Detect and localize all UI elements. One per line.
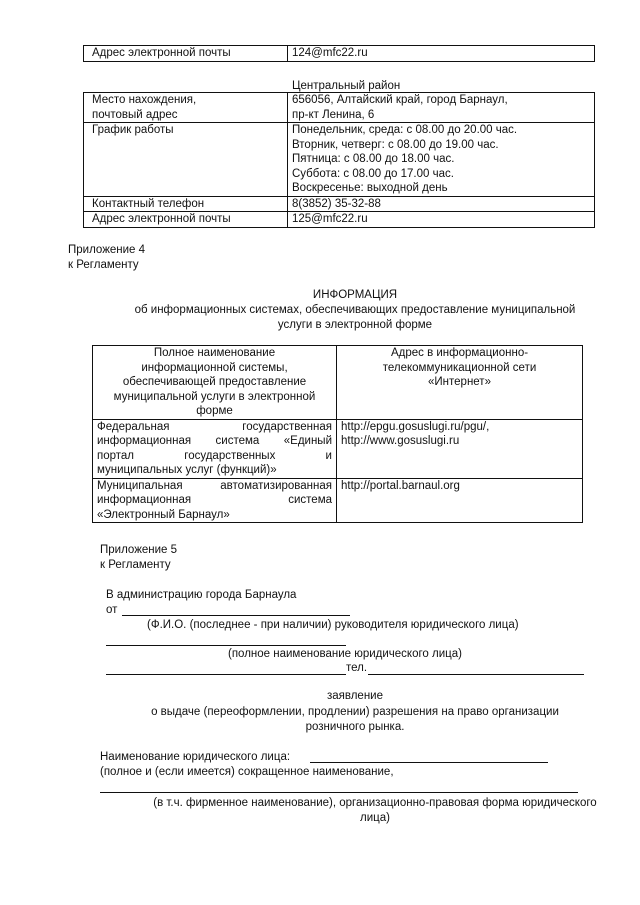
legal-name-label: Наименование юридического лица: — [100, 751, 291, 763]
legal-name-note: (полное и (если имеется) сокращенное наименование, — [100, 766, 394, 778]
email-value: 124@mfc22.ru — [288, 46, 595, 62]
system-address[interactable]: http://epgu.gosuslugi.ru/pgu/, http://www.gosuslugi.ru — [337, 419, 583, 478]
statement-title: заявление — [326, 690, 384, 702]
tel-field[interactable] — [368, 674, 584, 675]
col-header-address: Адрес в информационно- телекоммуникационной сети «Интернет» — [337, 346, 583, 420]
location-label: Место нахождения, почтовый адрес — [84, 93, 288, 123]
system-name: Муниципальная автоматизированная информационная система «Электронный Барнаул» — [93, 478, 337, 523]
table-row — [93, 478, 583, 523]
phone-value: 8(3852) 35-32-88 — [288, 196, 595, 212]
org-caption: (полное наименование юридического лица) — [228, 648, 462, 660]
legal-name-field-2[interactable] — [100, 792, 578, 793]
info-systems-table — [92, 345, 583, 523]
email-label: Адрес электронной почты — [84, 46, 288, 62]
central-district-title: Центральный район — [292, 80, 401, 92]
phone-label: Контактный телефон — [84, 196, 288, 212]
top-email-table — [83, 45, 595, 62]
schedule-value: Понедельник, среда: с 08.00 до 20.00 час. Вторник, четверг: с 08.00 до 19.00 час. Пятница: с 08.00 до 18.00 час. Суббота: с 08.00 до 17.00 час. Воскресенье: выходной день — [288, 123, 595, 197]
system-name: Федеральная государственная информационная система «Единый портал государственных и муниципальных услуг (функций)» — [93, 419, 337, 478]
org-field-line2[interactable] — [106, 674, 346, 675]
legal-name-field[interactable] — [310, 762, 548, 763]
addressee: В администрацию города Барнаула — [106, 589, 297, 601]
location-value: 656056, Алтайский край, город Барнаул, пр-кт Ленина, 6 — [288, 93, 595, 123]
schedule-label: График работы — [84, 123, 288, 197]
appendix4-label: Приложение 4 к Регламенту — [68, 244, 146, 271]
statement-subject: о выдаче (переоформлении, продлении) разрешения на право организации розничного рынка. — [151, 706, 559, 733]
fio-field[interactable] — [122, 615, 350, 616]
appendix5-label: Приложение 5 к Регламенту — [100, 544, 178, 571]
central-district-table — [83, 92, 595, 228]
system-address[interactable]: http://portal.barnaul.org — [337, 478, 583, 523]
col-header-name: Полное наименование информационной системы, обеспечивающей предоставление муниципальной услуги в электронной форме — [93, 346, 337, 420]
email-value: 125@mfc22.ru — [288, 212, 595, 228]
table-row — [93, 419, 583, 478]
from-label: от — [106, 604, 118, 616]
legal-name-note-2: (в т.ч. фирменное наименование), организационно-правовая форма юридического лица) — [153, 797, 597, 824]
org-field-line1[interactable] — [106, 645, 346, 646]
info-title: ИНФОРМАЦИЯ — [312, 289, 398, 301]
info-subtitle: об информационных системах, обеспечивающих предоставление муниципальной услуги в электронной форме — [134, 304, 576, 331]
fio-caption: (Ф.И.О. (последнее - при наличии) руководителя юридического лица) — [147, 619, 519, 631]
email-label: Адрес электронной почты — [84, 212, 288, 228]
tel-label: тел. — [346, 662, 368, 674]
